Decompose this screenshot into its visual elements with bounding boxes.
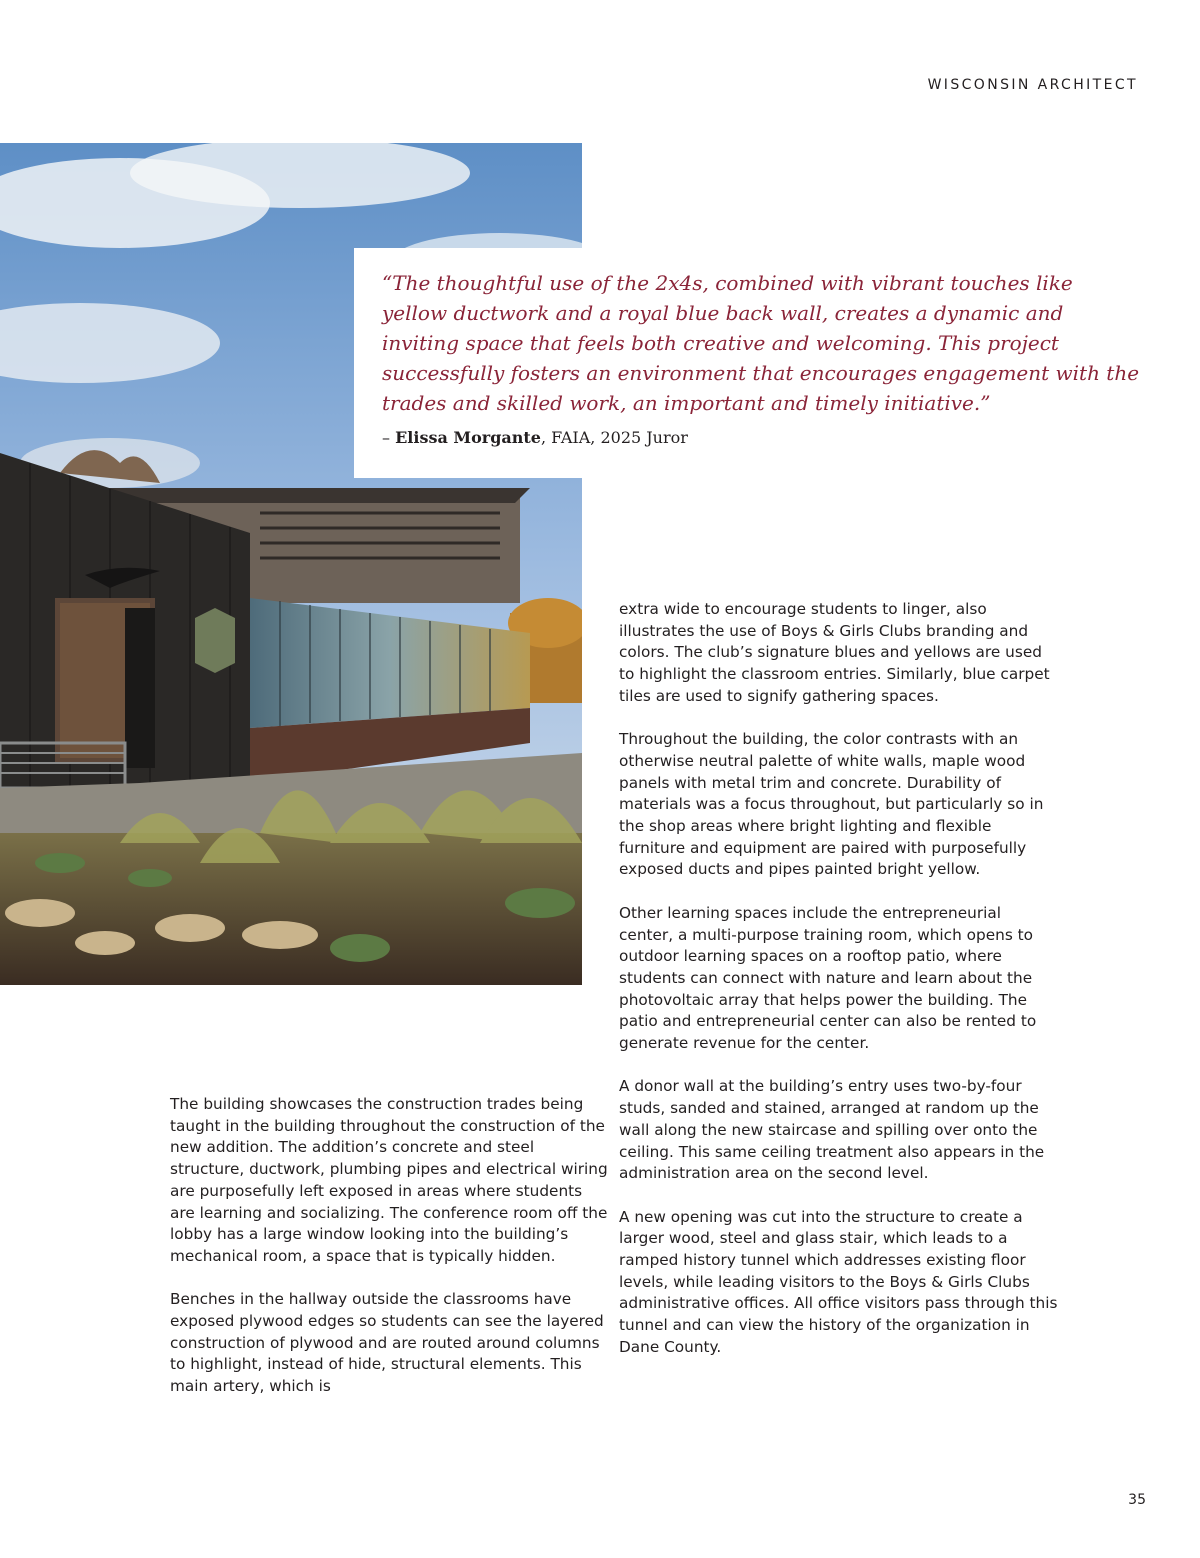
paragraph: A donor wall at the building’s entry uses two-by-four studs, sanded and stained, arranged at random up the wall along the new staircase and spilling over onto the ceiling. This same ceiling treatment also appears in the administration area on the second level. — [619, 1077, 1045, 1183]
paragraph: The building showcases the construction trades being taught in the building throughout the construction of the new addition. The addition’s concrete and steel structure, ductwork, plumbing pipes and electrical wiring are purposefully left exposed in areas where students are learning and socializing. The conference room off the lobby has a large window looking into the building’s mechanical room, a space that is typically hidden. — [170, 1095, 608, 1265]
paragraph: extra wide to encourage students to linger, also illustrates the use of Boys & Girls Clubs branding and colors. The club’s signature blues and yellows are used to highlight the classroom entries. Similarly, blue carpet tiles are used to signify gathering spaces. — [619, 600, 1050, 705]
pull-quote-attribution — [382, 428, 1082, 447]
attribution-name: Elissa Morgante — [395, 428, 541, 447]
paragraph: Other learning spaces include the entrepreneurial center, a multi-purpose training room, which opens to outdoor learning spaces on a rooftop patio, where students can connect with nature and learn about the photovoltaic array that helps power the building. The patio and entrepreneurial center can also be rented to generate revenue for the center. — [619, 903, 1037, 1053]
pull-quote — [354, 248, 1154, 478]
running-head: WISCONSIN ARCHITECT — [927, 77, 1138, 93]
article-column-left — [170, 1094, 610, 1420]
paragraph: Benches in the hallway outside the classrooms have exposed plywood edges so students can see the layered construction of plywood and are routed around columns to highlight, instead of hide, structural elements. This main artery, which is — [170, 1290, 604, 1396]
paragraph: A new opening was cut into the structure to create a larger wood, steel and glass stair, which leads to a ramped history tunnel which addresses existing floor levels, while leading visitors to the Boys & Girls Clubs administrative offices. All office visitors pass through this tunnel and can view the history of the organization in Dane County. — [619, 1207, 1058, 1356]
article-column-right — [619, 599, 1059, 1380]
attribution-dash: – — [382, 428, 396, 447]
paragraph: Throughout the building, the color contrasts with an otherwise neutral palette of white walls, maple wood panels with metal trim and concrete. Durability of materials was a focus throughout, but particularly so in the shop areas where bright lighting and flexible furniture and equipment are paired with purposefully exposed ducts and pipes painted bright yellow. — [619, 730, 1044, 879]
attribution-credentials: , FAIA, 2025 Juror — [540, 428, 688, 447]
page-number: 35 — [1128, 1492, 1146, 1508]
pull-quote-text: “The thoughtful use of the 2x4s, combined with vibrant touches like yellow ductwork and a royal blue back wall, creates a dynamic and inviting space that feels both creative and welcoming. This project successfully fosters an environment that encourages engagement with the trades and skilled work, an important and timely initiative.” — [382, 271, 1140, 415]
